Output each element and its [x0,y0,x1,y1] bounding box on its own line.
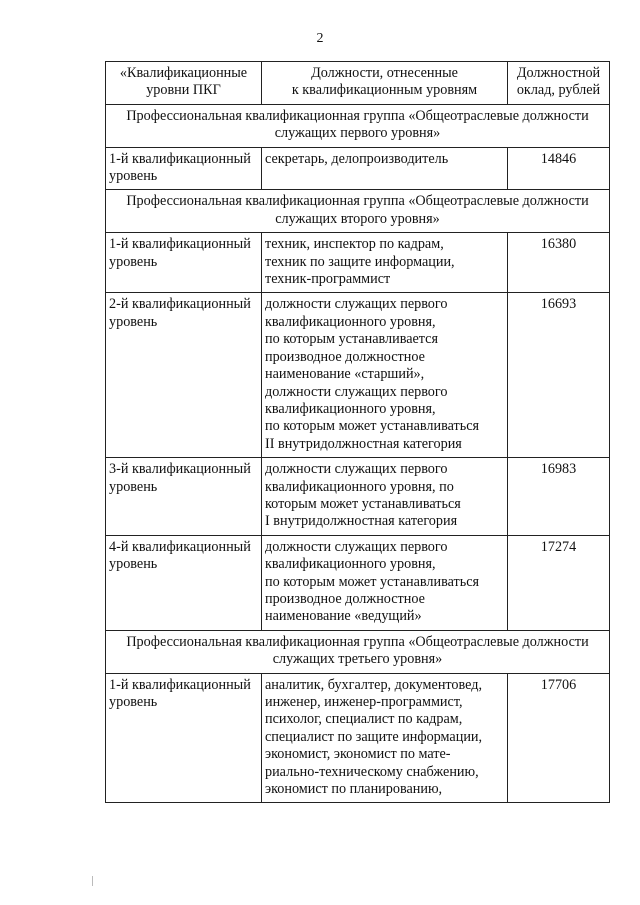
text-line: экономист, экономист по мате- [265,746,451,763]
qualification-level [106,535,262,630]
text-line: риально-техническому снабжению, [265,763,479,780]
table-row [106,673,610,803]
text-line: квалификационного уровня, по [265,478,454,495]
group-title-row [106,630,610,673]
text-line: которым может устанавливаться [265,495,461,512]
group-title-row [106,190,610,233]
text-line: должности служащих первого [265,383,448,400]
text-line: инженер, инженер-программист, [265,694,463,710]
salary-value: 17706 [508,673,610,803]
text-line: Профессиональная квалификационная группа «Общеотраслевые должности [126,107,589,124]
text-line: Должностной [516,65,601,81]
text-line: квалификационного уровня, [265,556,436,573]
group-title [106,190,610,233]
text-line: техник по защите информации, [265,253,455,270]
salary-value: 17274 [508,535,610,630]
column-header [106,62,262,105]
text-line: аналитик, бухгалтер, документовед, [265,676,483,693]
text-line: по которым может устанавливаться [265,418,480,435]
positions-list [262,535,508,630]
text-line: психолог, специалист по кадрам, [265,711,463,728]
text-line: служащих второго уровня» [275,210,440,227]
salary-value: 16380 [508,233,610,293]
table-header-row [106,62,610,105]
text-line: «Квалификационные [119,65,248,81]
qualification-level [106,673,262,803]
text-line: служащих третьего уровня» [272,651,443,668]
text-line: должности служащих первого [265,296,448,313]
positions-list [262,673,508,803]
salary-value: 16983 [508,458,610,536]
column-header [508,62,610,105]
text-line: 1-й квалификационный [109,676,251,693]
qualification-level [106,458,262,536]
text-line: II внутридолжностная категория [265,435,462,452]
qualification-level [106,147,262,190]
table-row [106,293,610,458]
text-line: 2-й квалификационный [109,296,251,313]
text-line: по которым устанавливается [265,331,439,348]
page-number: 2 [316,31,324,46]
text-line: квалификационного уровня, [265,400,436,417]
qualification-level [106,233,262,293]
salary-table [105,61,610,803]
text-line: I внутридолжностная категория [265,513,458,530]
scan-mark [92,876,93,886]
text-line: должности служащих первого [265,461,448,478]
positions-list [262,147,508,190]
text-line: Профессиональная квалификационная группа «Общеотраслевые должности [126,193,589,210]
table-row [106,458,610,536]
text-line: техник-программист [265,271,391,288]
text-line: уровень [109,478,158,495]
text-line: Профессиональная квалификационная группа «Общеотраслевые должности [126,633,589,650]
text-line: наименование «ведущий» [265,608,422,625]
text-line: служащих первого уровня» [274,125,441,142]
text-line: 4-й квалификационный [109,538,251,555]
text-line: секретарь, делопроизводитель [265,150,449,167]
qualification-level [106,293,262,458]
table-row [106,233,610,293]
text-line: техник, инспектор по кадрам, [265,236,444,253]
group-title-row [106,104,610,147]
text-line: уровень [109,313,158,330]
column-header [262,62,508,105]
table-row [106,147,610,190]
salary-value: 16693 [508,293,610,458]
text-line: производное должностное [265,348,425,365]
text-line: к квалификационным уровням [291,82,478,99]
text-line: уровень [109,253,158,270]
text-line: 1-й квалификационный [109,236,251,253]
text-line: экономист по планированию, [265,781,443,798]
text-line: должности служащих первого [265,538,448,555]
text-line: 3-й квалификационный [109,461,251,478]
text-line: оклад, рублей [516,82,601,99]
text-line: уровень [109,556,158,573]
text-line: квалификационного уровня, [265,313,436,330]
text-line: производное должностное [265,590,425,607]
text-line: уровни ПКГ [146,82,221,99]
text-line: по которым может устанавливаться [265,573,480,590]
text-line: специалист по защите информации, [265,728,483,745]
text-line: Должности, отнесенные [311,65,458,81]
text-line: наименование «старший», [265,366,425,383]
table-row [106,535,610,630]
positions-list [262,233,508,293]
text-line: 1-й квалификационный [109,150,251,167]
text-line: уровень [109,168,158,185]
text-line: уровень [109,694,158,710]
group-title [106,630,610,673]
group-title [106,104,610,147]
salary-value: 14846 [508,147,610,190]
positions-list [262,293,508,458]
positions-list [262,458,508,536]
